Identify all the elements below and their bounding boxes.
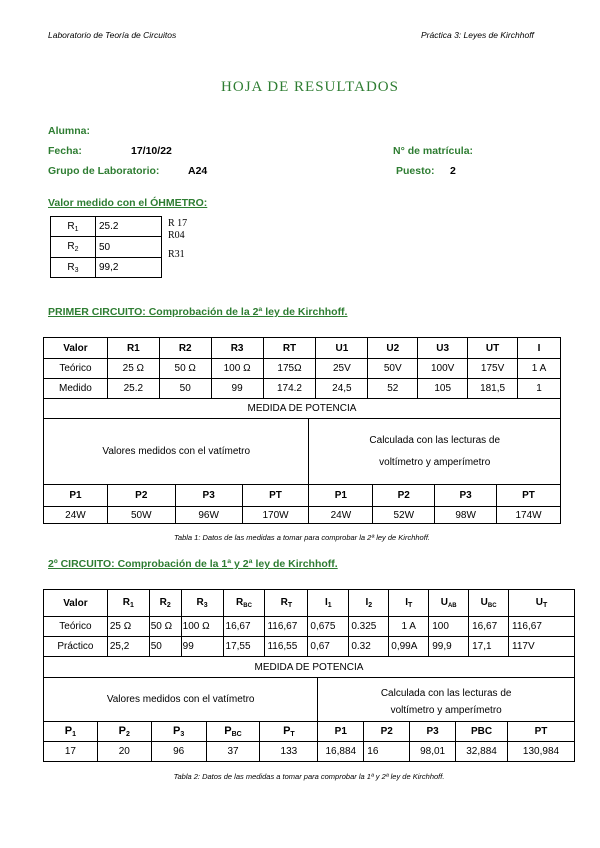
table-cell: 16,884 [318, 742, 364, 762]
table-cell: 96W [175, 507, 242, 524]
r1-value: 25.2 [96, 217, 162, 237]
header-cell: R3 [211, 338, 263, 359]
table-cell: 116,55 [265, 637, 308, 657]
table-row [44, 359, 561, 379]
table-cell: 17,55 [223, 637, 265, 657]
header-cell: PT [497, 485, 561, 507]
header-cell: $P_1$ [44, 722, 98, 742]
header-cell: PT [508, 722, 575, 742]
header-cell: $R_T$ [265, 590, 308, 617]
table-cell: 181,5 [468, 379, 518, 399]
table-cell: 175Ω [263, 359, 316, 379]
header-cell: R1 [107, 338, 159, 359]
note-line: R04 [168, 230, 185, 241]
table2-caption: Tabla 2: Datos de las medidas a tomar para comprobar la 1ª y 2ª ley de Kirchhoff. [173, 772, 445, 781]
circuit1-table [43, 337, 561, 419]
header-cell: $U_T$ [509, 590, 575, 617]
table-cell: 0.325 [349, 617, 389, 637]
table-row [44, 419, 561, 485]
table-row [44, 379, 561, 399]
table-cell: 17,1 [469, 637, 509, 657]
header-cell: $U_{BC}$ [469, 590, 509, 617]
circuit1-power-table [43, 418, 561, 524]
header-cell: PT [242, 485, 309, 507]
header-cell: $R_2$ [149, 590, 181, 617]
table-row [51, 217, 162, 237]
table-row [44, 742, 575, 762]
r2-value: 50 [96, 237, 162, 258]
table-header-row [44, 590, 575, 617]
circuit2-heading: 2º CIRCUITO: Comprobación de la 1ª y 2ª ley de Kirchhoff. [48, 558, 338, 570]
table-cell: 16,67 [223, 617, 265, 637]
header-cell: P1 [318, 722, 364, 742]
header-cell: $R_{BC}$ [223, 590, 265, 617]
table-cell: 16,67 [469, 617, 509, 637]
circuit1-heading: PRIMER CIRCUITO: Comprobación de la 2ª ley de Kirchhoff. [48, 306, 348, 318]
table-cell: 25 Ω [107, 359, 159, 379]
table-cell: 170W [242, 507, 309, 524]
table-cell: 1 [518, 379, 561, 399]
table-cell: 16 [364, 742, 410, 762]
header-cell: $P_{BC}$ [206, 722, 260, 742]
grupo-value: A24 [188, 165, 208, 177]
table-cell: Teórico [44, 359, 108, 379]
table-cell: 37 [206, 742, 260, 762]
r2-label: $R_2$ [51, 237, 96, 258]
table-cell: 50 Ω [159, 359, 211, 379]
table-cell: 1 A [389, 617, 429, 637]
header-cell: R2 [159, 338, 211, 359]
table-cell: 24W [44, 507, 108, 524]
table-cell: 50W [107, 507, 175, 524]
header-cell: $I_T$ [389, 590, 429, 617]
header-cell: $P_2$ [97, 722, 151, 742]
table1-caption: Tabla 1: Datos de las medidas a tomar para comprobar la 2ª ley de Kirchhoff. [174, 533, 430, 542]
calculada-line: voltímetro y amperímetro [390, 704, 502, 716]
table-cell: 99 [181, 637, 223, 657]
header-cell: I [518, 338, 561, 359]
table-cell: 50 Ω [149, 617, 181, 637]
header-cell: P3 [435, 485, 497, 507]
table-cell: Práctico [44, 637, 108, 657]
header-cell: PBC [456, 722, 508, 742]
table-cell: 99 [211, 379, 263, 399]
table-cell: 52 [368, 379, 418, 399]
puesto-label: Puesto: [396, 165, 435, 177]
header-cell: U3 [418, 338, 468, 359]
fecha-value: 17/10/22 [131, 145, 172, 157]
table-cell: 116,67 [265, 617, 308, 637]
ohmetro-notes [168, 218, 187, 261]
header-cell: $R_3$ [181, 590, 223, 617]
table-cell: 174.2 [263, 379, 316, 399]
header-cell: $U_{AB}$ [429, 590, 469, 617]
table-cell: 105 [418, 379, 468, 399]
header-cell: P1 [44, 485, 108, 507]
table-cell: 0.32 [349, 637, 389, 657]
note-line: R 17 [168, 218, 188, 229]
r3-label: $R_3$ [51, 258, 96, 278]
header-cell: Valor [44, 338, 108, 359]
table-cell: Teórico [44, 617, 108, 637]
calculada-line: Calculada con las lecturas de [380, 687, 512, 699]
r3-value: 99,2 [96, 258, 162, 278]
calculada-line: voltímetro y amperímetro [379, 456, 491, 468]
table-cell: 24,5 [316, 379, 368, 399]
table-cell: 17 [44, 742, 98, 762]
calculada-line: Calculada con las lecturas de [369, 434, 501, 446]
table-cell: 0,675 [308, 617, 349, 637]
table-cell: 32,884 [456, 742, 508, 762]
table-cell: 98W [435, 507, 497, 524]
header-left: Laboratorio de Teoría de Circuitos [48, 30, 177, 40]
medida-potencia-label: MEDIDA DE POTENCIA [44, 399, 561, 419]
table-cell: 175V [468, 359, 518, 379]
calculada-label [318, 678, 575, 722]
table-cell: 174W [497, 507, 561, 524]
page-title: HOJA DE RESULTADOS [221, 79, 399, 95]
table-cell: 0,67 [308, 637, 349, 657]
table-header-row [44, 722, 575, 742]
ohmetro-table [50, 216, 162, 278]
table-cell: 24W [309, 507, 373, 524]
header-cell: P2 [364, 722, 410, 742]
table-header-row [44, 338, 561, 359]
table-cell: 0,99A [389, 637, 429, 657]
alumna-label: Alumna: [48, 125, 90, 137]
header-cell: $P_T$ [260, 722, 318, 742]
header-cell: $I_1$ [308, 590, 349, 617]
table-cell: 50 [159, 379, 211, 399]
table-cell: 20 [97, 742, 151, 762]
table-row [51, 237, 162, 258]
vatimetro-label: Valores medidos con el vatímetro [44, 419, 309, 485]
header-cell: P3 [410, 722, 456, 742]
header-cell: RT [263, 338, 316, 359]
table-cell: 116,67 [509, 617, 575, 637]
matricula-label: N° de matrícula: [393, 145, 474, 157]
table-cell: 100V [418, 359, 468, 379]
grupo-label: Grupo de Laboratorio: [48, 165, 160, 177]
table-cell: 100 Ω [211, 359, 263, 379]
medida-potencia-label: MEDIDA DE POTENCIA [44, 657, 575, 678]
ohmetro-heading: Valor medido con el ÓHMETRO: [48, 197, 208, 209]
header-cell: P2 [107, 485, 175, 507]
table-cell: 133 [260, 742, 318, 762]
header-cell: P2 [373, 485, 435, 507]
note-line: R31 [168, 249, 185, 260]
table-cell: 50 [149, 637, 181, 657]
table-cell: 25.2 [107, 379, 159, 399]
table-row [44, 678, 575, 722]
header-cell: P3 [175, 485, 242, 507]
table-cell: 100 Ω [181, 617, 223, 637]
table-cell: 50V [368, 359, 418, 379]
puesto-value: 2 [450, 165, 456, 177]
header-cell: UT [468, 338, 518, 359]
table-cell: 25 Ω [107, 617, 149, 637]
header-cell: U1 [316, 338, 368, 359]
table-header-row [44, 485, 561, 507]
table-cell: 98,01 [410, 742, 456, 762]
header-cell: $I_2$ [349, 590, 389, 617]
table-row [51, 258, 162, 278]
table-cell: 100 [429, 617, 469, 637]
table-cell: 117V [509, 637, 575, 657]
table-row [44, 657, 575, 678]
table-cell: 25,2 [107, 637, 149, 657]
table-cell: Medido [44, 379, 108, 399]
circuit2-table [43, 589, 575, 678]
header-cell: U2 [368, 338, 418, 359]
header-cell: $R_1$ [107, 590, 149, 617]
table-cell: 99,9 [429, 637, 469, 657]
table-row [44, 507, 561, 524]
table-row [44, 637, 575, 657]
table-cell: 52W [373, 507, 435, 524]
calculada-label [309, 419, 561, 485]
table-cell: 96 [151, 742, 206, 762]
table-row [44, 617, 575, 637]
table-row [44, 399, 561, 419]
header-cell: $P_3$ [151, 722, 206, 742]
vatimetro-label: Valores medidos con el vatímetro [44, 678, 318, 722]
table-cell: 130,984 [508, 742, 575, 762]
r1-label: $R_1$ [51, 217, 96, 237]
table-cell: 1 A [518, 359, 561, 379]
header-cell: P1 [309, 485, 373, 507]
header-cell: Valor [44, 590, 108, 617]
fecha-label: Fecha: [48, 145, 82, 157]
table-cell: 25V [316, 359, 368, 379]
circuit2-power-table [43, 677, 575, 762]
header-right: Práctica 3: Leyes de Kirchhoff [421, 30, 534, 40]
